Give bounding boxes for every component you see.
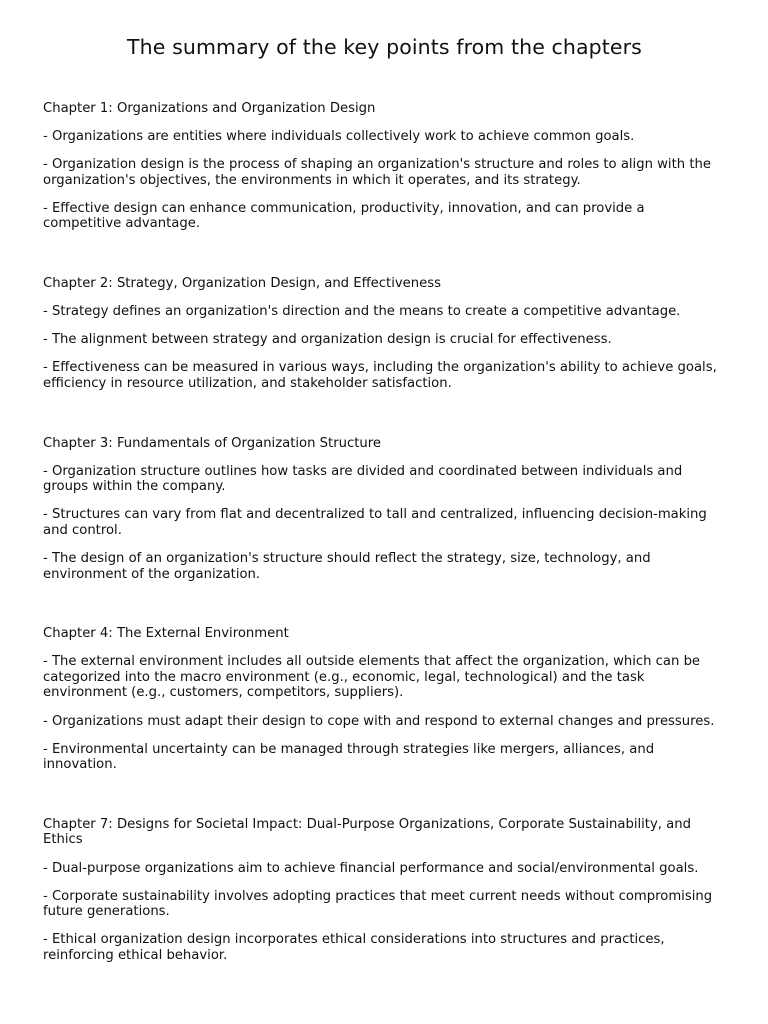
chapter-section-2	[43, 276, 726, 391]
key-point: - Ethical organization design incorporates ethical considerations into structures and practices, reinforcing ethical behavior.	[43, 932, 665, 963]
chapter-list	[43, 101, 726, 964]
chapter-heading: Chapter 3: Fundamentals of Organization Structure	[43, 435, 382, 451]
chapter-section-4	[43, 626, 726, 773]
chapter-heading: Chapter 2: Strategy, Organization Design, and Effectiveness	[43, 276, 441, 292]
key-point: - Structures can vary from flat and decentralized to tall and centralized, influencing decision-making and control.	[43, 507, 707, 538]
key-point: - Organizations are entities where individuals collectively work to achieve common goals.	[43, 129, 635, 145]
key-point: - Effective design can enhance communication, productivity, innovation, and can provide a competitive advantage.	[43, 200, 645, 232]
key-point: - Organization structure outlines how tasks are divided and coordinated between individuals and groups within the company.	[43, 463, 683, 495]
chapter-section-3	[43, 436, 726, 583]
key-point: - Effectiveness can be measured in various ways, including the organization's ability to achieve goals, efficiency in resource utilization, and stakeholder satisfaction.	[43, 360, 717, 391]
chapter-section-1	[43, 101, 726, 232]
document-title: The summary of the key points from the chapters	[127, 35, 642, 59]
chapter-heading: Chapter 1: Organizations and Organization Design	[43, 101, 376, 116]
key-point: - Corporate sustainability involves adopting practices that meet current needs without compromising future generations.	[43, 888, 713, 920]
key-point: - The alignment between strategy and organization design is crucial for effectiveness.	[43, 332, 612, 348]
key-point: - Organizations must adapt their design to cope with and respond to external changes and pressures.	[43, 713, 715, 729]
key-point: - Organization design is the process of shaping an organization's structure and roles to align with the organization's objectives, the environments in which it operates, and its strategy.	[43, 157, 711, 188]
key-point: - Strategy defines an organization's direction and the means to create a competitive advantage.	[43, 304, 681, 320]
key-point: - Dual-purpose organizations aim to achieve financial performance and social/environmental goals.	[43, 860, 699, 876]
key-point: - The external environment includes all outside elements that affect the organization, which can be categorized into the macro environment (e.g., economic, legal, technological) and the task environment (e.g., customers, competitors, suppliers).	[43, 654, 701, 701]
chapter-heading: Chapter 4: The External Environment	[43, 626, 289, 642]
key-point: - Environmental uncertainty can be managed through strategies like mergers, alliances, and innovation.	[43, 741, 655, 773]
key-point: - The design of an organization's structure should reflect the strategy, size, technology, and environment of the organization.	[43, 551, 651, 582]
chapter-heading: Chapter 7: Designs for Societal Impact: Dual-Purpose Organizations, Corporate Sustainability, and Ethics	[43, 816, 691, 848]
chapter-section-7	[43, 817, 726, 964]
